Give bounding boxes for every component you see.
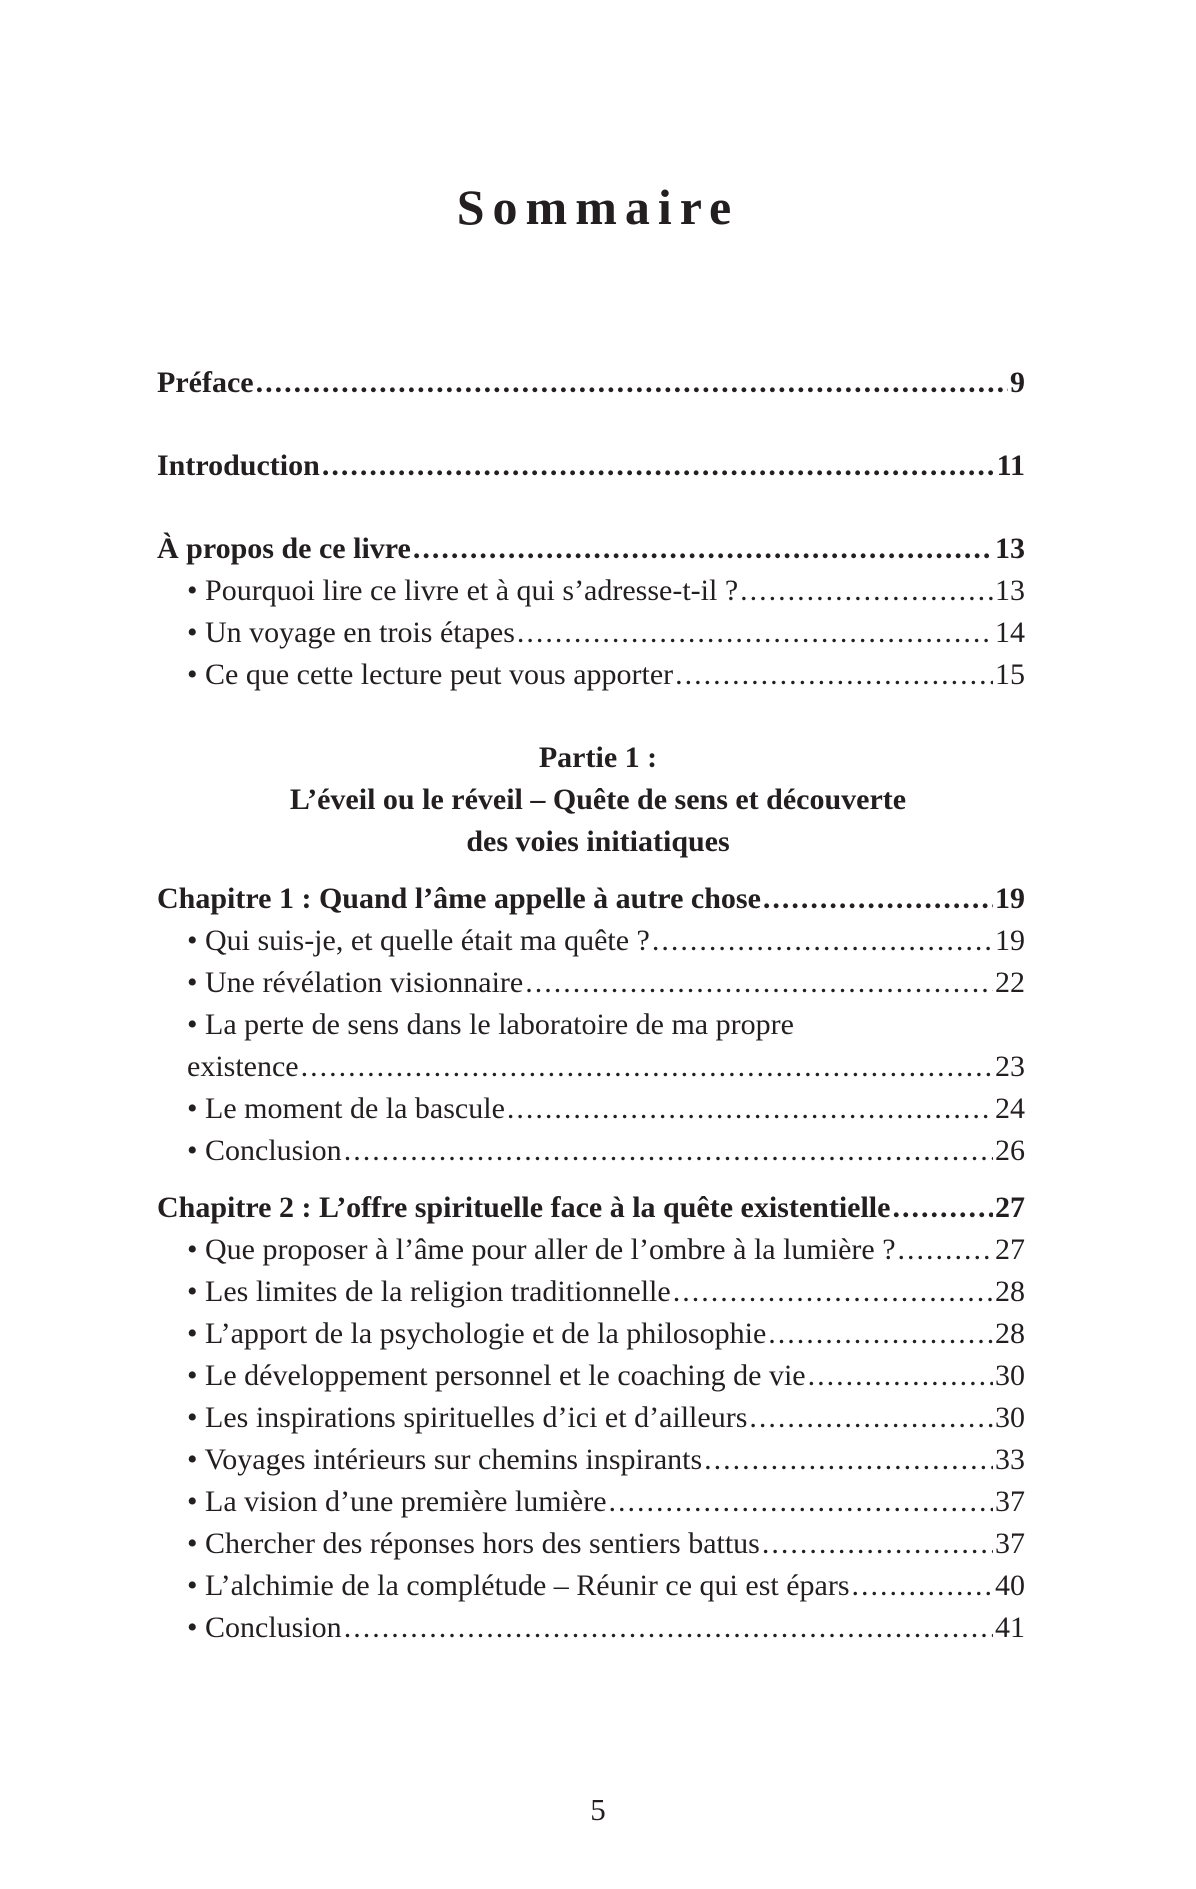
toc-subentry[interactable] — [187, 654, 1025, 696]
toc-entry-label: • L’apport de la psychologie et de la philosophie — [187, 1317, 767, 1350]
toc-subentry[interactable] — [187, 1229, 1025, 1271]
toc-page-number: 14 — [995, 616, 1025, 649]
toc-entry-apropos[interactable] — [157, 528, 1025, 570]
page-number: 5 — [590, 1792, 606, 1827]
toc-entry-introduction[interactable] — [157, 445, 1025, 487]
toc-subentry[interactable] — [187, 1439, 1025, 1481]
dot-leader — [675, 654, 993, 696]
dot-leader — [652, 920, 993, 962]
toc-entry-label: • Conclusion — [187, 1134, 342, 1167]
toc-entry-label: • Qui suis-je, et quelle était ma quête ? — [187, 924, 650, 957]
toc-page-number: 9 — [1010, 366, 1025, 399]
toc-page-number: 33 — [995, 1443, 1025, 1476]
toc-page-number: 24 — [995, 1092, 1025, 1125]
dot-leader — [762, 1523, 993, 1565]
dot-leader — [322, 445, 995, 487]
toc-subentry[interactable] — [187, 1271, 1025, 1313]
toc-page-number: 41 — [995, 1611, 1025, 1644]
toc-page-number: 37 — [995, 1485, 1025, 1518]
toc-entry-label: • Chercher des réponses hors des sentiers battus — [187, 1527, 760, 1560]
toc-entry-label: Introduction — [157, 449, 320, 482]
toc-page-number: 37 — [995, 1527, 1025, 1560]
toc-page-number: 19 — [995, 924, 1025, 957]
dot-leader — [344, 1130, 993, 1172]
toc-subentry[interactable] — [187, 1607, 1025, 1649]
toc-entry-label: Préface — [157, 366, 254, 399]
dot-leader — [301, 1046, 993, 1088]
toc-entry-label: • La vision d’une première lumière — [187, 1485, 607, 1518]
toc-entry-label: existence — [187, 1050, 299, 1083]
part-heading-subtitle-continued: des voies initiatiques — [466, 825, 730, 858]
toc-subentry[interactable] — [187, 1565, 1025, 1607]
toc-entry-label: • Le développement personnel et le coaching de vie — [187, 1359, 806, 1392]
toc-subentry[interactable] — [187, 1355, 1025, 1397]
dot-leader — [344, 1607, 993, 1649]
toc-page-number: 30 — [995, 1359, 1025, 1392]
toc-subentry-continuation[interactable] — [187, 1046, 1025, 1088]
toc-page-number: 27 — [995, 1233, 1025, 1266]
page-title: Sommaire — [456, 179, 740, 235]
toc-page-number: 23 — [995, 1050, 1025, 1083]
dot-leader — [507, 1088, 993, 1130]
toc-chapter-2[interactable] — [157, 1187, 1025, 1229]
toc-subentry[interactable] — [187, 1088, 1025, 1130]
dot-leader — [673, 1271, 993, 1313]
toc-page-number: 26 — [995, 1134, 1025, 1167]
toc-subentry[interactable] — [187, 1313, 1025, 1355]
toc-page-number: 30 — [995, 1401, 1025, 1434]
dot-leader — [852, 1565, 993, 1607]
toc-entry-label: À propos de ce livre — [157, 532, 411, 565]
toc-subentry[interactable] — [187, 612, 1025, 654]
toc-entry-preface[interactable] — [157, 362, 1025, 404]
dot-leader — [898, 1229, 993, 1271]
toc-page-number: 15 — [995, 658, 1025, 691]
toc-subentry[interactable] — [187, 570, 1025, 612]
toc-subentry[interactable] — [187, 1481, 1025, 1523]
dot-leader — [768, 1313, 993, 1355]
part-heading-subtitle: L’éveil ou le réveil – Quête de sens et découverte — [289, 783, 907, 816]
dot-leader — [892, 1187, 993, 1229]
dot-leader — [704, 1439, 993, 1481]
toc-entry-label: • Un voyage en trois étapes — [187, 616, 515, 649]
toc-chapter-1[interactable] — [157, 878, 1025, 920]
toc-page-number: 11 — [996, 449, 1025, 482]
toc-entry-label: • Conclusion — [187, 1611, 342, 1644]
toc-entry-label: • Voyages intérieurs sur chemins inspirants — [187, 1443, 703, 1476]
toc-page-number: 22 — [995, 966, 1025, 999]
dot-leader — [256, 362, 1008, 404]
part-heading-line: Partie 1 : — [538, 741, 658, 774]
toc-entry-label: • Pourquoi lire ce livre et à qui s’adresse-t-il ? — [187, 574, 739, 607]
dot-leader — [525, 962, 993, 1004]
toc-entry-label: Chapitre 2 : L’offre spirituelle face à la quête existentielle — [157, 1191, 891, 1224]
toc-subentry[interactable] — [187, 920, 1025, 962]
toc-page-number: 28 — [995, 1275, 1025, 1308]
dot-leader — [808, 1355, 993, 1397]
toc-page-number: 28 — [995, 1317, 1025, 1350]
toc-page-number: 13 — [995, 532, 1025, 565]
toc-subentry[interactable] — [187, 1523, 1025, 1565]
toc-page-number: 40 — [995, 1569, 1025, 1602]
dot-leader — [749, 1397, 993, 1439]
toc-entry-label: • Le moment de la bascule — [187, 1092, 505, 1125]
dot-leader — [413, 528, 993, 570]
toc-entry-label: • Une révélation visionnaire — [187, 966, 524, 999]
toc-subentry[interactable] — [187, 1397, 1025, 1439]
toc-entry-label: • Les inspirations spirituelles d’ici et d’ailleurs — [187, 1401, 748, 1434]
toc-entry-label: Chapitre 1 : Quand l’âme appelle à autre chose — [157, 882, 761, 915]
toc-entry-label: • L’alchimie de la complétude – Réunir ce qui est épars — [187, 1569, 850, 1602]
toc-page-number: 13 — [995, 574, 1025, 607]
toc-entry-label: • Que proposer à l’âme pour aller de l’ombre à la lumière ? — [187, 1233, 896, 1266]
dot-leader — [763, 878, 993, 920]
toc-page-number: 27 — [995, 1191, 1025, 1224]
dot-leader — [740, 570, 993, 612]
toc-entry-label: • Ce que cette lecture peut vous apporter — [187, 658, 674, 691]
toc-subentry[interactable] — [187, 1130, 1025, 1172]
toc-subentry[interactable] — [187, 962, 1025, 1004]
toc-subentry-line[interactable]: • La perte de sens dans le laboratoire de ma propre — [187, 1008, 794, 1041]
toc-page-number: 19 — [995, 882, 1025, 915]
dot-leader — [517, 612, 993, 654]
toc-entry-label: • Les limites de la religion traditionnelle — [187, 1275, 671, 1308]
dot-leader — [609, 1481, 993, 1523]
